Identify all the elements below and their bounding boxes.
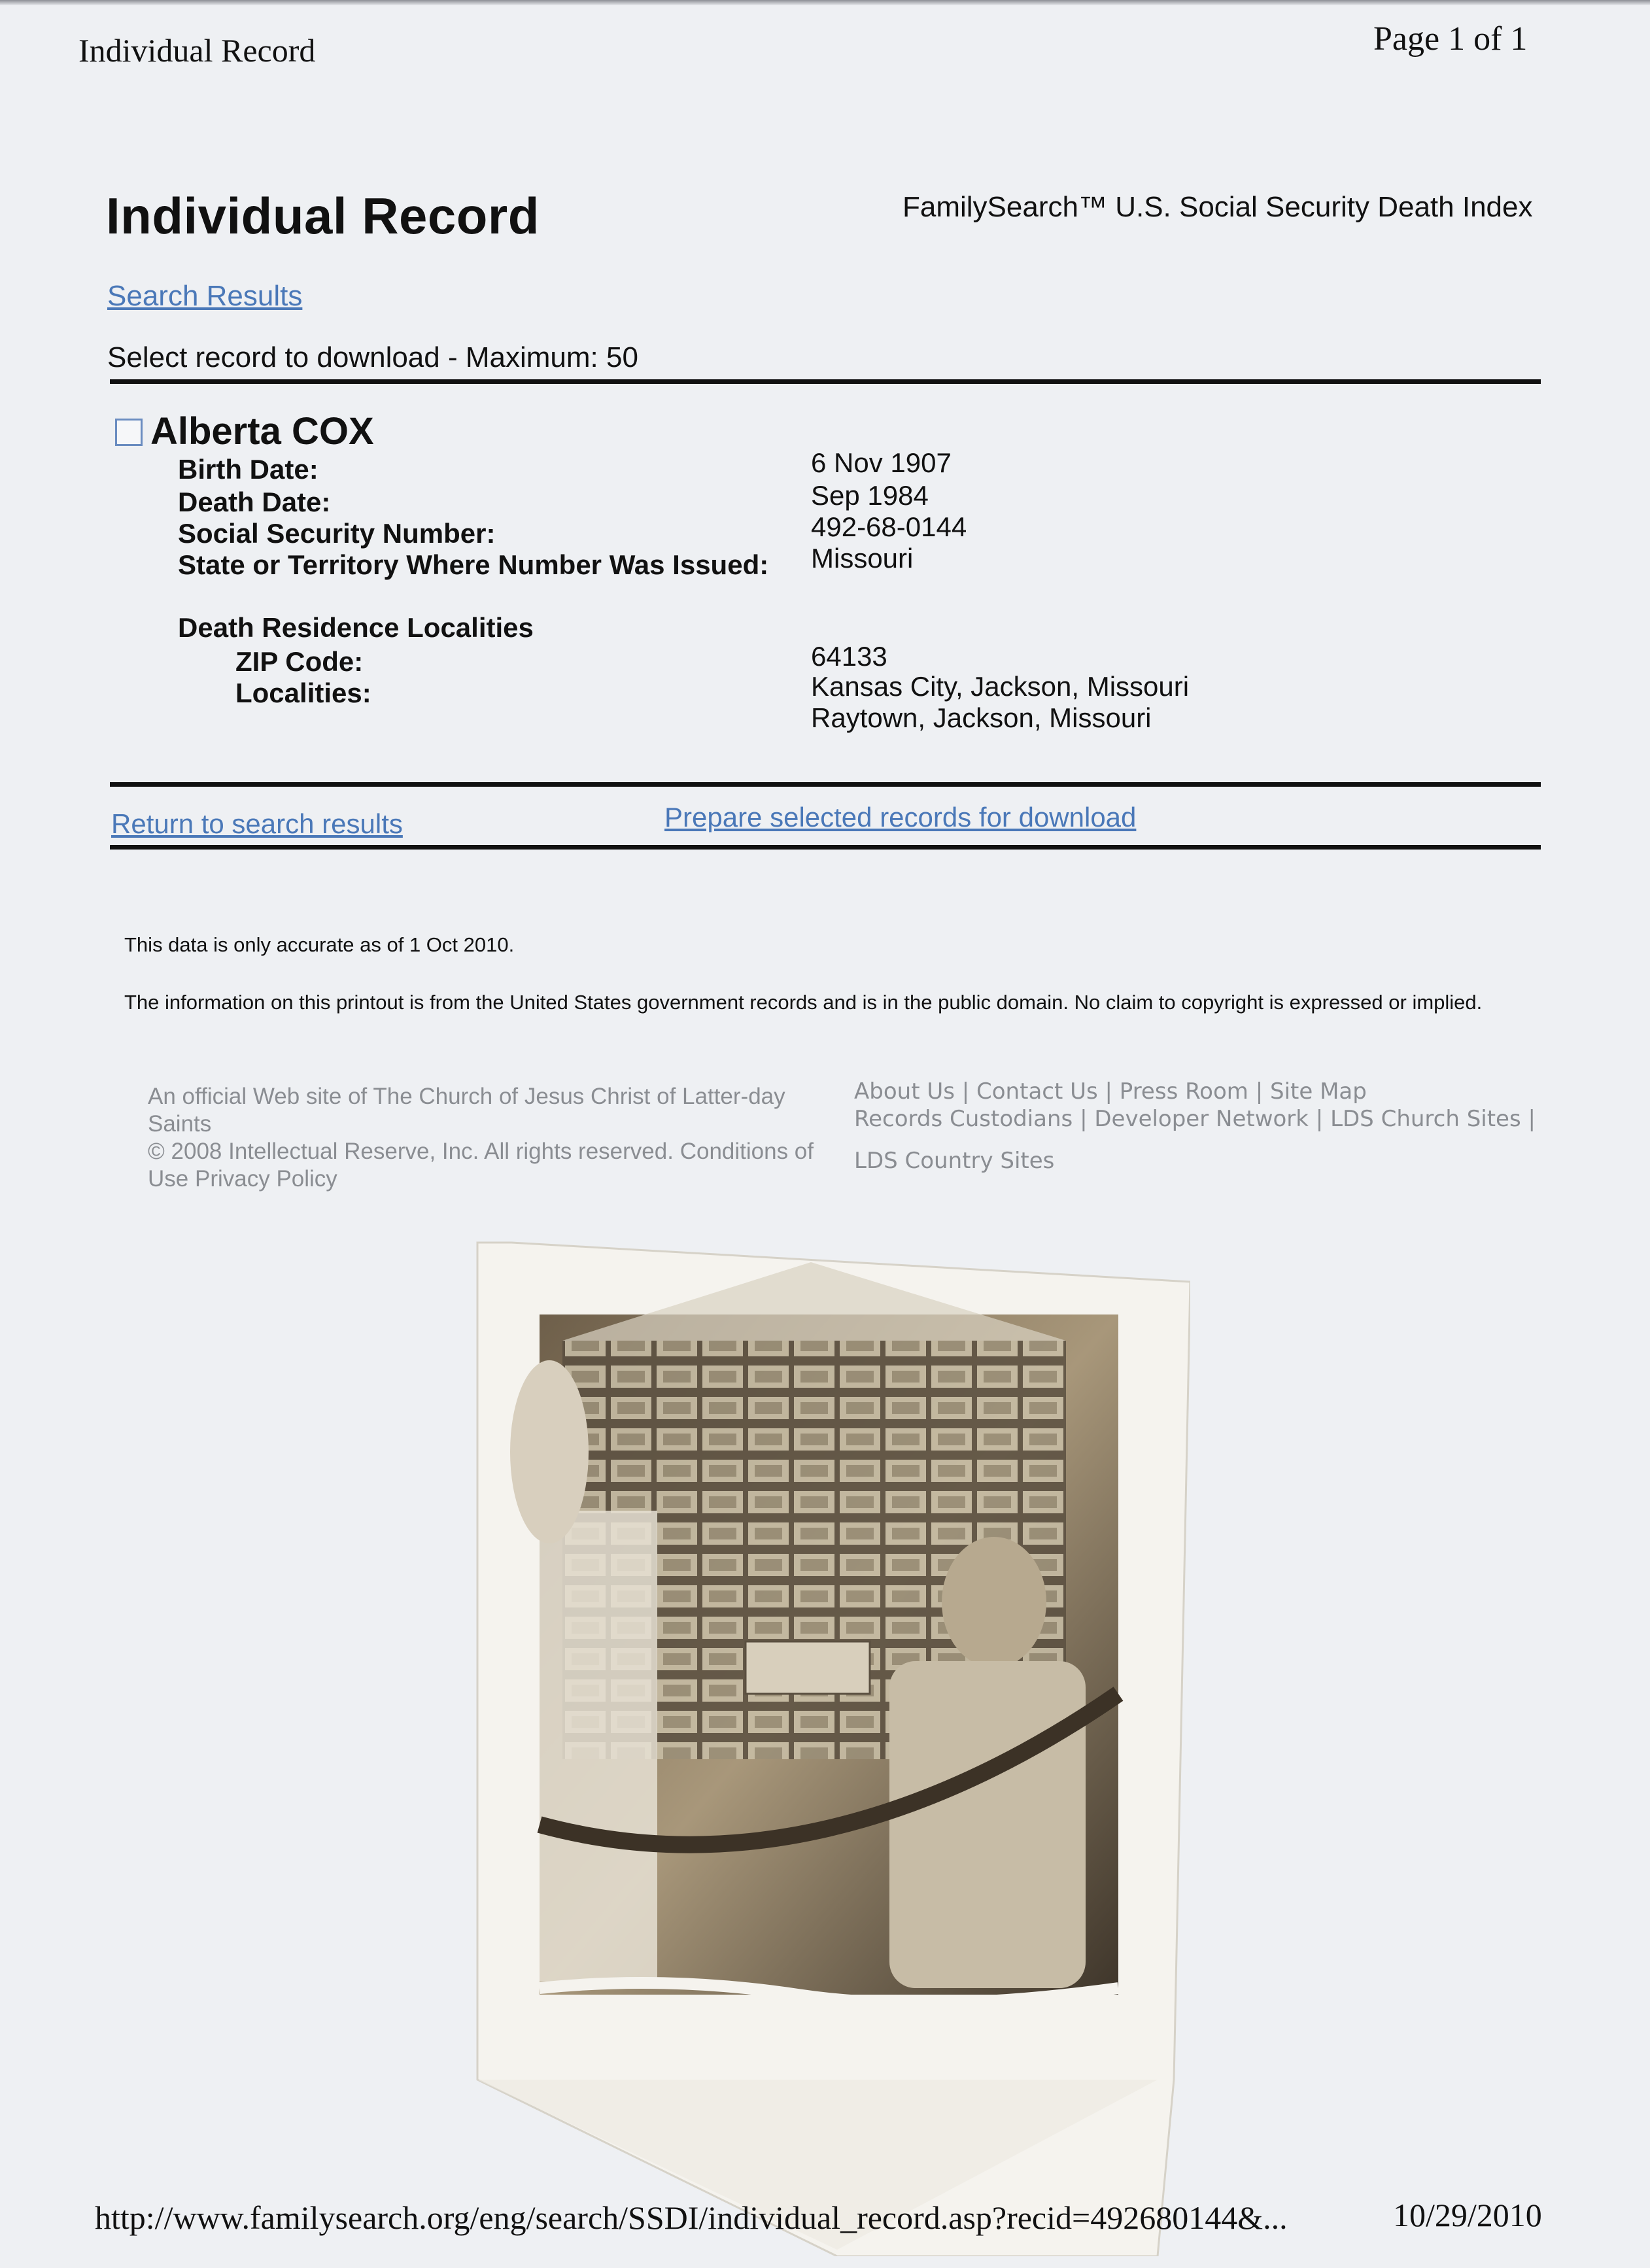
zip-code-label: ZIP Code: — [235, 646, 364, 677]
contact-us-link[interactable]: Contact Us — [976, 1078, 1098, 1105]
state-issued-value: Missouri — [811, 543, 914, 574]
attached-photograph — [471, 1236, 1190, 2256]
record-name: Alberta COX — [150, 410, 374, 453]
conditions-of-use-link[interactable]: Conditions of Use — [148, 1139, 814, 1192]
locality-item: Kansas City, Jackson, Missouri — [811, 671, 1190, 702]
print-header-title: Individual Record — [78, 32, 316, 69]
divider-bottom — [110, 845, 1541, 850]
privacy-policy-link[interactable]: Privacy Policy — [194, 1166, 337, 1192]
print-header-page-number: Page 1 of 1 — [1373, 20, 1528, 58]
ssn-value: 492-68-0144 — [811, 511, 967, 542]
state-issued-label: State or Territory Where Number Was Issued: — [178, 549, 769, 580]
zip-code-value: 64133 — [811, 641, 887, 672]
press-room-link[interactable]: Press Room — [1119, 1078, 1248, 1105]
return-to-search-results-link[interactable]: Return to search results — [111, 808, 403, 839]
divider-middle — [110, 782, 1541, 787]
print-footer-date: 10/29/2010 — [1393, 2197, 1542, 2233]
accuracy-note: This data is only accurate as of 1 Oct 2010. — [124, 933, 515, 956]
top-edge-shadow — [0, 0, 1650, 5]
site-map-link[interactable]: Site Map — [1270, 1078, 1367, 1105]
record-select-checkbox[interactable] — [115, 419, 143, 446]
lds-country-sites-link[interactable]: LDS Country Sites — [854, 1148, 1055, 1174]
footer-left — [148, 1083, 828, 1193]
official-site-text: An official Web site of The Church of Jesus Christ of Latter-day Saints — [148, 1084, 785, 1137]
developer-network-link[interactable]: Developer Network — [1094, 1106, 1309, 1132]
birth-date-value: 6 Nov 1907 — [811, 447, 952, 478]
public-domain-note: The information on this printout is from the United States government records and is in the public domain. No claim to copyright is expressed or implied. — [124, 991, 1483, 1014]
ssn-label: Social Security Number: — [178, 518, 496, 549]
print-footer-url: http://www.familysearch.org/eng/search/SSDI/individual_record.asp?recid=492680144&... — [95, 2199, 1288, 2236]
lds-church-sites-link[interactable]: LDS Church Sites — [1330, 1106, 1521, 1132]
photograph-image — [471, 1236, 1190, 2256]
death-date-label: Death Date: — [178, 487, 331, 517]
select-record-note: Select record to download - Maximum: 50 — [107, 341, 638, 373]
localities-label: Localities: — [235, 678, 371, 708]
footer-links — [854, 1078, 1547, 1175]
footer-links-row-1: About Us | Contact Us | Press Room | Site Map — [854, 1078, 1367, 1105]
page-title: Individual Record — [106, 187, 540, 245]
collection-source: FamilySearch™ U.S. Social Security Death Index — [902, 191, 1533, 223]
footer-links-row-3 — [854, 1147, 1547, 1175]
copyright-line — [148, 1138, 828, 1193]
residence-heading: Death Residence Localities — [178, 612, 534, 643]
death-date-value: Sep 1984 — [811, 480, 929, 511]
birth-date-label: Birth Date: — [178, 454, 318, 485]
copyright-text: © 2008 Intellectual Reserve, Inc. All rights reserved. — [148, 1139, 674, 1164]
divider-top — [110, 379, 1541, 384]
search-results-link[interactable]: Search Results — [107, 280, 303, 312]
locality-item: Raytown, Jackson, Missouri — [811, 702, 1152, 733]
prepare-download-link[interactable]: Prepare selected records for download — [664, 802, 1137, 833]
records-custodians-link[interactable]: Records Custodians — [854, 1106, 1073, 1132]
footer-links-row-2: Records Custodians | Developer Network | LDS Church Sites | — [854, 1106, 1536, 1132]
about-us-link[interactable]: About Us — [854, 1078, 955, 1105]
